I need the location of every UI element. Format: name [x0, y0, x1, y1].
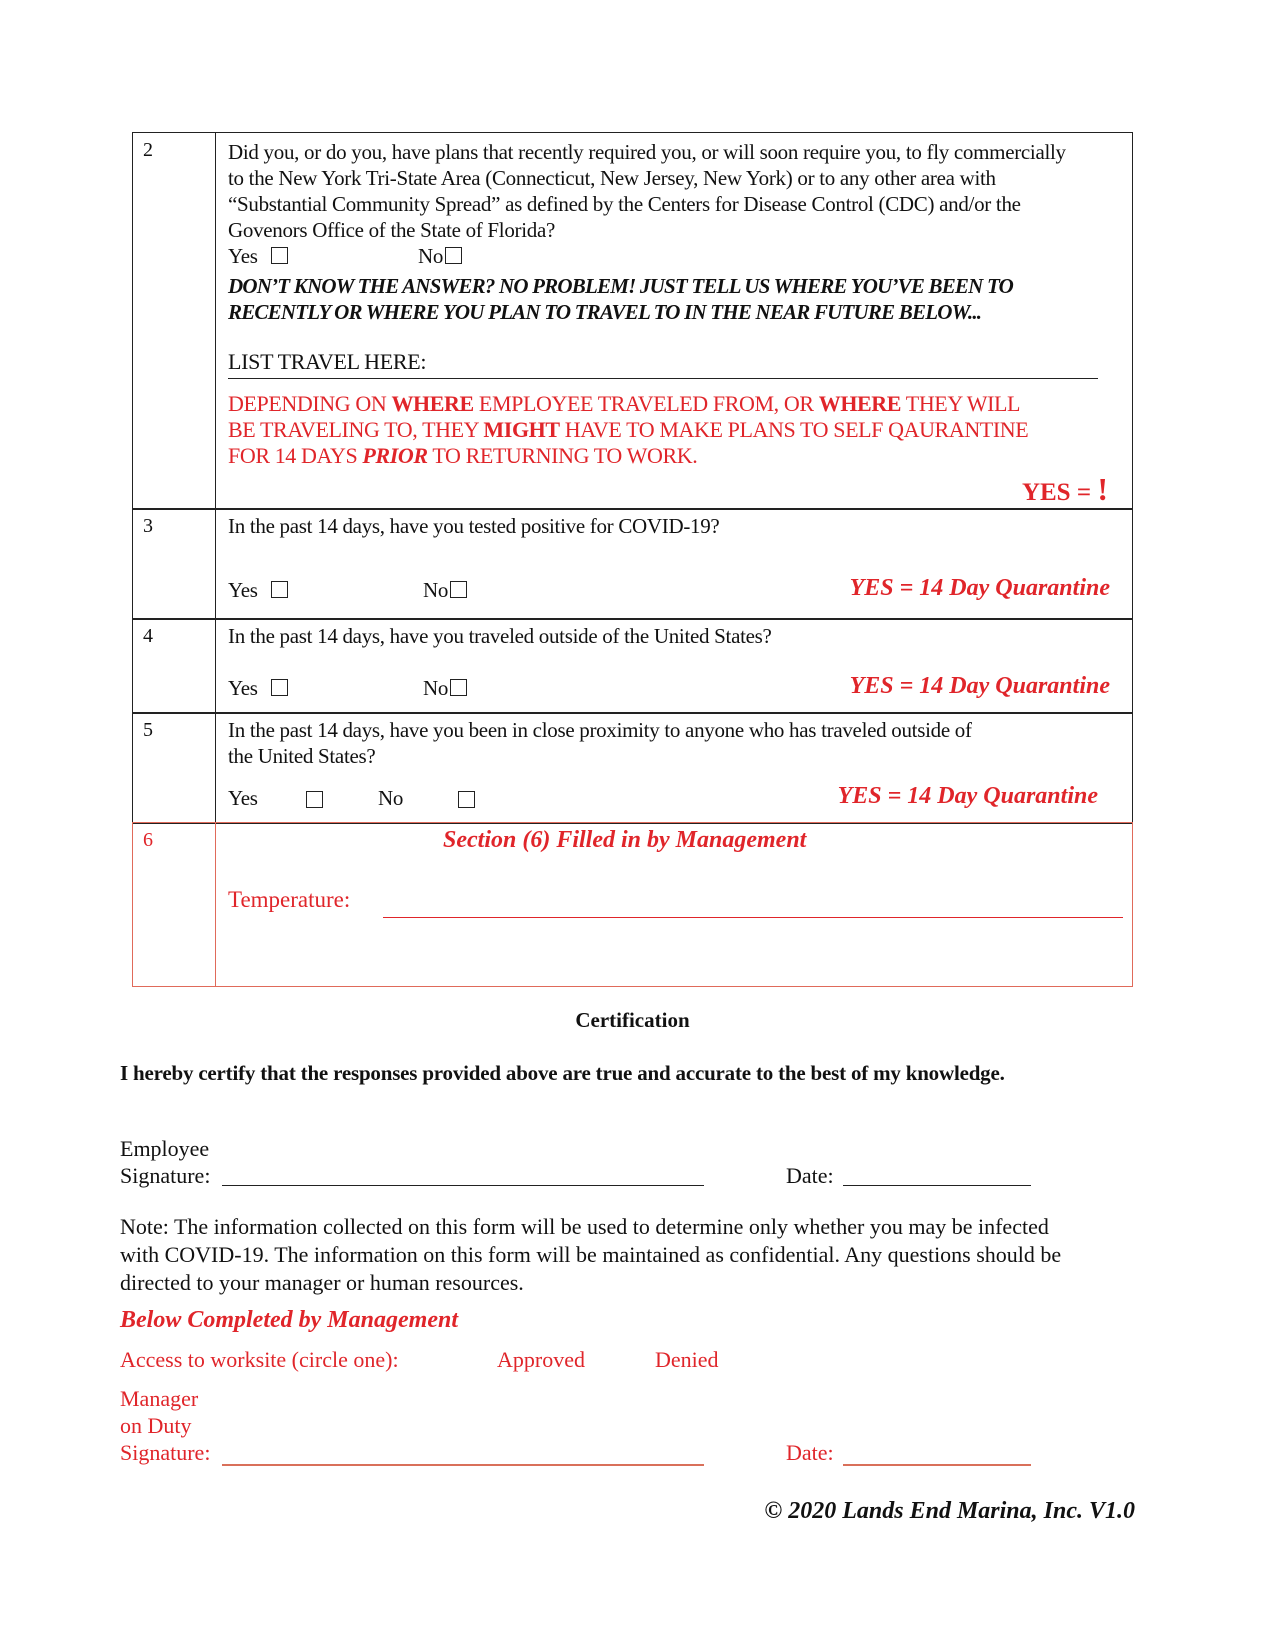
no-label: No: [378, 786, 404, 810]
employee-date-label: Date:: [786, 1163, 834, 1188]
management-heading: Below Completed by Management: [120, 1307, 458, 1333]
no-label: No: [418, 244, 444, 268]
column-divider: [215, 713, 216, 823]
question-number: 3: [143, 515, 153, 537]
temperature-label: Temperature:: [228, 887, 351, 912]
manager-date-label: Date:: [786, 1440, 834, 1465]
employee-date-input[interactable]: [843, 1185, 1031, 1186]
note-line: Note: The information collected on this form will be used to determine only whether you may be infected: [120, 1214, 1049, 1239]
quarantine-result: YES = 14 Day Quarantine: [837, 783, 1098, 809]
quarantine-result: YES = 14 Day Quarantine: [849, 673, 1110, 699]
question-text: In the past 14 days, have you tested positive for COVID-19?: [228, 514, 720, 538]
note-line: directed to your manager or human resources.: [120, 1270, 524, 1295]
yes-label: Yes: [228, 676, 258, 700]
note-line: with COVID-19. The information on this form will be maintained as confidential. Any questions should be: [120, 1242, 1062, 1267]
question-number: 6: [143, 829, 153, 851]
no-checkbox[interactable]: [450, 679, 467, 696]
quarantine-result: YES = 14 Day Quarantine: [849, 575, 1110, 601]
question-number: 4: [143, 625, 153, 647]
temperature-input[interactable]: [383, 917, 1123, 918]
question-row-3: [132, 508, 1133, 620]
copyright: © 2020 Lands End Marina, Inc. V1.0: [764, 1498, 1135, 1524]
employee-signature-input[interactable]: [222, 1185, 704, 1186]
yes-checkbox[interactable]: [271, 247, 288, 264]
access-label: Access to worksite (circle one):: [120, 1347, 399, 1372]
question-row-4: [132, 618, 1133, 714]
no-label: No: [423, 676, 449, 700]
question-row-6: [132, 822, 1133, 987]
travel-prompt-line: RECENTLY OR WHERE YOU PLAN TO TRAVEL TO IN THE NEAR FUTURE BELOW...: [228, 300, 982, 324]
no-checkbox[interactable]: [450, 581, 467, 598]
certification-title: Certification: [575, 1008, 690, 1032]
yes-label: Yes: [228, 244, 258, 268]
result-indicator: YES = !: [1021, 471, 1108, 507]
list-travel-label: LIST TRAVEL HERE:: [228, 349, 427, 374]
column-divider: [215, 133, 216, 509]
travel-prompt: [228, 273, 1120, 325]
column-divider: [215, 823, 216, 986]
question-text: [228, 139, 1120, 243]
no-label: No: [423, 578, 449, 602]
manager-signature-input[interactable]: [222, 1464, 704, 1466]
option-approved[interactable]: Approved: [497, 1347, 585, 1372]
confidentiality-note: [120, 1213, 1061, 1297]
section-6-heading: Section (6) Filled in by Management: [443, 827, 807, 853]
question-text: In the past 14 days, have you traveled outside of the United States?: [228, 624, 772, 648]
question-row-2: [132, 132, 1133, 510]
yes-checkbox[interactable]: [271, 581, 288, 598]
column-divider: [215, 619, 216, 713]
employee-signature-label: Employee Signature:: [120, 1136, 211, 1188]
question-text-line: In the past 14 days, have you been in close proximity to anyone who has traveled outside of: [228, 718, 972, 742]
question-text-line: Govenors Office of the State of Florida?: [228, 218, 556, 242]
exclamation-icon: !: [1097, 471, 1108, 507]
column-divider: [215, 509, 216, 619]
certification-statement: I hereby certify that the responses provided above are true and accurate to the best of my knowledge.: [120, 1061, 1005, 1085]
travel-prompt-line: DON’T KNOW THE ANSWER? NO PROBLEM! JUST TELL US WHERE YOU’VE BEEN TO: [228, 274, 1013, 298]
no-checkbox[interactable]: [458, 791, 475, 808]
manager-signature-label: Manager on Duty Signature:: [120, 1386, 211, 1465]
yes-checkbox[interactable]: [306, 791, 323, 808]
question-row-5: [132, 712, 1133, 824]
question-text-line: the United States?: [228, 744, 376, 768]
question-text-line: to the New York Tri-State Area (Connecticut, New Jersey, New York) or to any other area with: [228, 166, 996, 190]
travel-warning: DEPENDING ON WHERE EMPLOYEE TRAVELED FROM, OR WHERE THEY WILL BE TRAVELING TO, THEY MIGHT HAVE TO MAKE PLANS TO SELF QAURANTINE FOR 14 DAYS PRIOR TO RETURNING TO WORK.: [228, 391, 1029, 468]
question-text: [228, 717, 1120, 769]
yes-label: Yes: [228, 578, 258, 602]
question-number: 2: [143, 139, 153, 161]
question-number: 5: [143, 719, 153, 741]
question-text-line: Did you, or do you, have plans that recently required you, or will soon require you, to fly commercially: [228, 140, 1066, 164]
no-checkbox[interactable]: [445, 247, 462, 264]
yes-checkbox[interactable]: [271, 679, 288, 696]
yes-label: Yes: [228, 786, 258, 810]
question-text-line: “Substantial Community Spread” as defined by the Centers for Disease Control (CDC) and/or the: [228, 192, 1021, 216]
option-denied[interactable]: Denied: [655, 1347, 719, 1372]
manager-date-input[interactable]: [843, 1464, 1031, 1466]
list-travel-input[interactable]: [228, 378, 1098, 379]
